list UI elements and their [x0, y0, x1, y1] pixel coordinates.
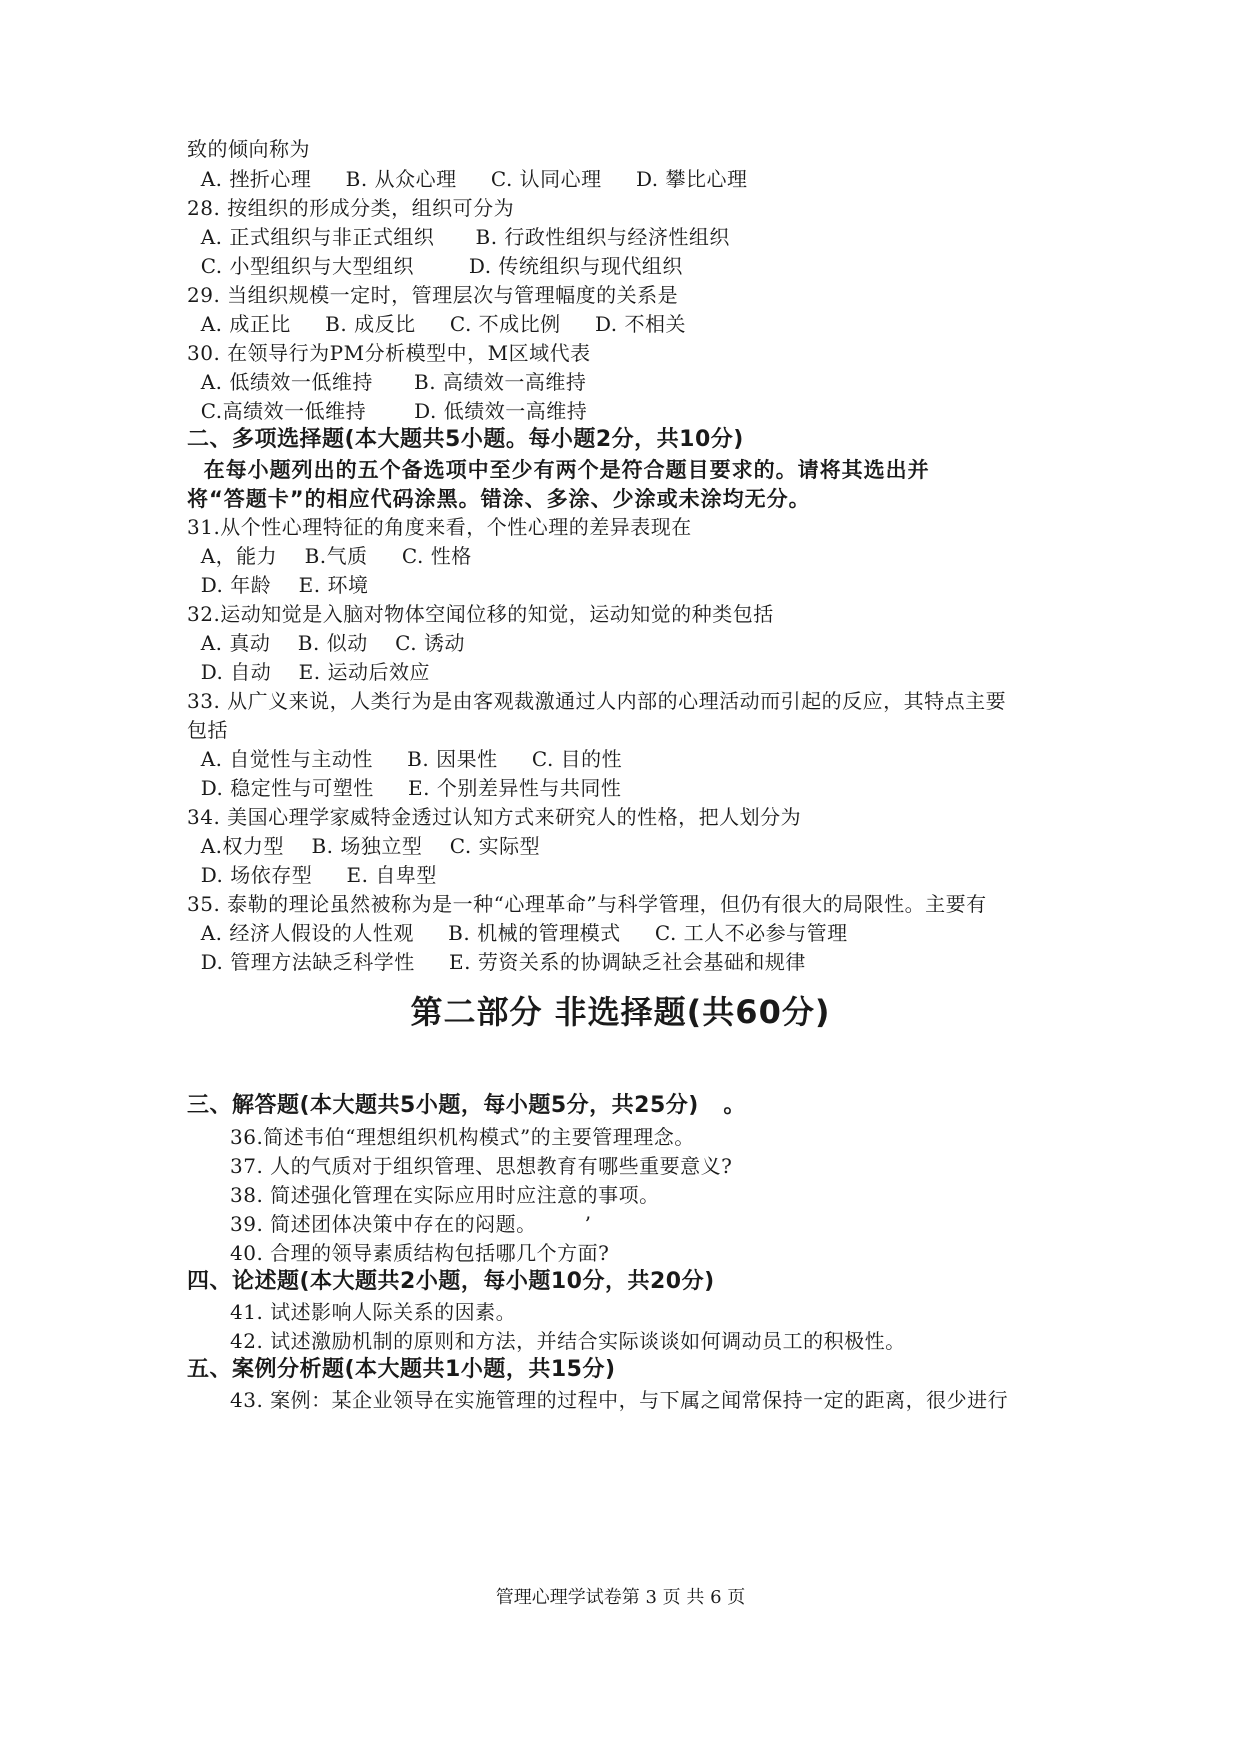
options: D. 年龄 E. 环境 [187, 573, 369, 597]
section-instructions: 将“答题卡”的相应代码涂黑。错涂、多涂、少涂或未涂均无分。 [187, 487, 811, 511]
question-38: 38. 简述强化管理在实际应用时应注意的事项。 [230, 1183, 660, 1207]
question-34: 34. 美国心理学家威特金透过认知方式来研究人的性格，把人划分为 [187, 805, 802, 829]
question-43: 43. 案例：某企业领导在实施管理的过程中，与下属之闻常保持一定的距离，很少进行 [230, 1388, 1009, 1412]
section-instructions: 在每小题列出的五个备选项中至少有两个是符合题目要求的。请将其选出并 [187, 458, 930, 482]
part-two-title: 第二部分 非选择题(共60分) [410, 993, 831, 1031]
options: A. 低绩效一低维持 B. 高绩效一高维持 [187, 370, 587, 394]
options: D. 自动 E. 运动后效应 [187, 660, 430, 684]
options: A. 成正比 B. 成反比 C. 不成比例 D. 不相关 [187, 312, 686, 336]
options: A. 正式组织与非正式组织 B. 行政性组织与经济性组织 [187, 225, 730, 249]
section-heading-short-answer: 三、解答题(本大题共5小题，每小题5分，共25分) 。 [187, 1093, 746, 1118]
section-heading-multiple-choice: 二、多项选择题(本大题共5小题。每小题2分，共10分) [187, 427, 744, 452]
question-39: 39. 简述团体决策中存在的闷题。 ’ [230, 1212, 592, 1236]
question-29: 29. 当组织规模一定时，管理层次与管理幅度的关系是 [187, 283, 679, 307]
options: A. 真动 B. 似动 C. 诱动 [187, 631, 465, 655]
question-28: 28. 按组织的形成分类，组织可分为 [187, 196, 515, 220]
text-line: A. 挫折心理 B. 从众心理 C. 认同心理 D. 攀比心理 [187, 167, 748, 191]
options: D. 管理方法缺乏科学性 E. 劳资关系的协调缺乏社会基础和规律 [187, 950, 806, 974]
section-heading-case-analysis: 五、案例分析题(本大题共1小题，共15分) [187, 1357, 616, 1382]
text-line: 包括 [187, 718, 228, 742]
options: D. 场依存型 E. 自卑型 [187, 863, 437, 887]
text-line: 致的倾向称为 [187, 137, 310, 161]
options: A.权力型 B. 场独立型 C. 实际型 [187, 834, 541, 858]
question-32: 32.运动知觉是入脑对物体空闻位移的知觉，运动知觉的种类包括 [187, 602, 774, 626]
question-36: 36.简述韦伯“理想组织机构模式”的主要管理理念。 [230, 1125, 695, 1149]
question-40: 40. 合理的领导素质结构包括哪几个方面? [230, 1241, 610, 1265]
options: A，能力 B.气质 C. 性格 [187, 544, 472, 568]
options: A. 经济人假设的人性观 B. 机械的管理模式 C. 工人不必参与管理 [187, 921, 848, 945]
options: A. 自觉性与主动性 B. 因果性 C. 目的性 [187, 747, 623, 771]
question-35: 35. 泰勒的理论虽然被称为是一种“心理革命”与科学管理，但仍有很大的局限性。主要有 [187, 892, 987, 916]
options: C.高绩效一低维持 D. 低绩效一高维持 [187, 399, 588, 423]
question-31: 31.从个性心理特征的角度来看，个性心理的差异表现在 [187, 515, 692, 539]
section-heading-essay: 四、论述题(本大题共2小题，每小题10分，共20分) [187, 1269, 715, 1294]
question-30: 30. 在领导行为PM分析模型中，M区域代表 [187, 341, 591, 365]
options: C. 小型组织与大型组织 D. 传统组织与现代组织 [187, 254, 683, 278]
question-42: 42. 试述激励机制的原则和方法，并结合实际谈谈如何调动员工的积极性。 [230, 1329, 906, 1353]
question-41: 41. 试述影响人际关系的因素。 [230, 1300, 517, 1324]
question-37: 37. 人的气质对于组织管理、思想教育有哪些重要意义? [230, 1154, 733, 1178]
question-33: 33. 从广义来说，人类行为是由客观裁激通过人内部的心理活动而引起的反应，其特点主要 [187, 689, 1007, 713]
page-footer: 管理心理学试卷第 3 页 共 6 页 [495, 1587, 746, 1608]
options: D. 稳定性与可塑性 E. 个别差异性与共同性 [187, 776, 622, 800]
